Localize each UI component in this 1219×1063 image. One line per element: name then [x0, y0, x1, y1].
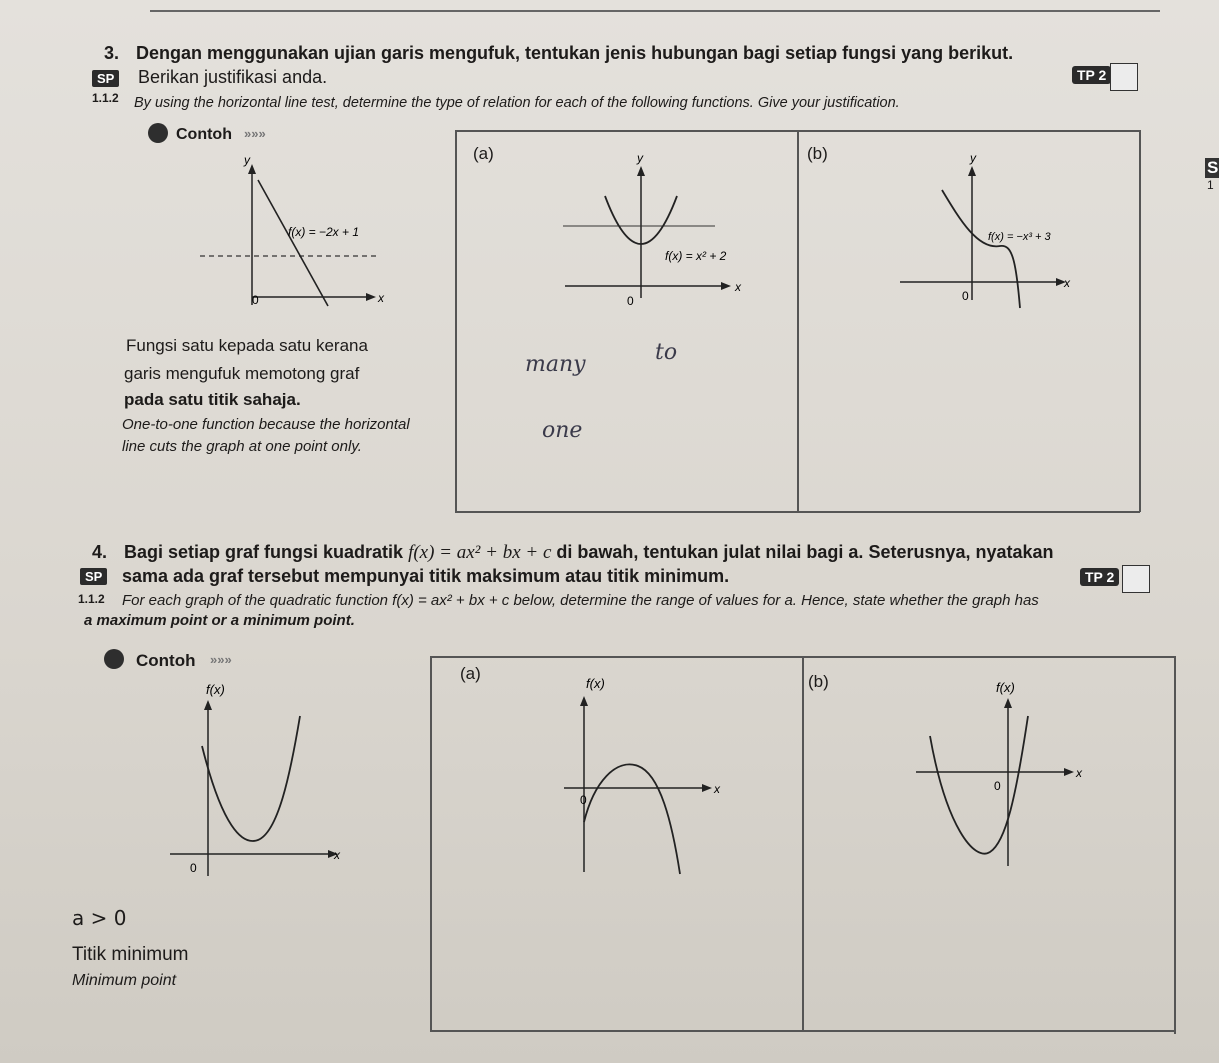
q3-example-graph: [180, 150, 480, 330]
q4-text-ms-line1: [124, 542, 1054, 564]
q4-ex-answer-ms: Titik minimum: [72, 944, 189, 965]
q3-tp-checkbox[interactable]: [1110, 63, 1138, 91]
q3-ex-x-label: x: [378, 291, 384, 305]
q3-part-b-label: (b): [807, 144, 828, 163]
q3-a-y-label: y: [637, 151, 643, 165]
q4-text-en-2: a maximum point or a minimum point.: [84, 612, 355, 629]
q4-tp-badge: TP 2: [1080, 568, 1119, 586]
q4-ex-answer-en: Minimum point: [72, 972, 177, 989]
q3-part-a-graph: [555, 150, 795, 320]
q3-sp-badge: SP: [92, 70, 119, 87]
q4-panel-bottom: [430, 1030, 1175, 1032]
q4-text-en-1: For each graph of the quadratic function f(x) = ax² + bx + c below, determine the range of values for a. Hence, state whether the graph has: [122, 592, 1039, 609]
q4-text-ms-2: sama ada graf tersebut mempunyai titik maksimum atau titik minimum.: [122, 566, 730, 586]
q3-a-handwriting-1: many: [525, 352, 586, 377]
q4-ex-origin: 0: [190, 861, 197, 875]
q4-b-x-label: x: [1076, 766, 1082, 780]
q4-contoh-label: Contoh: [136, 651, 196, 670]
q3-panel-bottom: [455, 511, 1140, 513]
q4-a-x-label: x: [714, 782, 720, 796]
q4-panel-right: [1174, 656, 1176, 1034]
q3-b-x-label: x: [1064, 276, 1070, 290]
q3-b-y-label: y: [970, 151, 976, 165]
q3-tp-badge: TP 2: [1072, 66, 1111, 84]
q4-contoh-bullet: [104, 649, 124, 669]
side-digit: 1: [1207, 178, 1214, 192]
q3-panel-divider-2: [797, 130, 799, 512]
q4-standard: 1.1.2: [78, 592, 105, 606]
q4-part-a-label: (a): [460, 664, 481, 683]
q3-a-handwriting-2: to: [655, 340, 678, 365]
q4-sp-badge: SP: [80, 568, 107, 585]
q3-ex-answer-ms-3: pada satu titik sahaja.: [124, 390, 301, 409]
q3-ex-y-label: y: [244, 153, 250, 167]
q3-ex-func: f(x) = −2x + 1: [288, 225, 360, 239]
q3-text-ms-2: Berikan justifikasi anda.: [138, 67, 328, 87]
q4-number: 4.: [92, 542, 108, 562]
q4-formula: f(x) = ax² + bx + c: [408, 542, 552, 563]
top-rule: [150, 10, 1160, 12]
q3-a-origin: 0: [627, 294, 634, 308]
q3-part-a-label: (a): [473, 144, 494, 163]
q4-text-ms-1a: Bagi setiap graf fungsi kuadratik: [124, 542, 409, 562]
side-letter: S: [1207, 158, 1219, 177]
q3-a-func: f(x) = x² + 2: [665, 249, 727, 263]
q4-text-ms-1b: di bawah, tentukan julat nilai bagi a. Seterusnya, nyatakan: [551, 542, 1054, 562]
q4-part-b-label: (b): [808, 672, 829, 691]
q3-a-handwriting-3: one: [542, 418, 583, 443]
q4-example-graph: [160, 676, 420, 896]
q3-contoh-label: Contoh: [176, 126, 232, 143]
q4-b-y-label: f(x): [996, 680, 1015, 695]
q4-part-b-graph: [900, 676, 1140, 896]
q3-a-x-label: x: [735, 280, 741, 294]
q3-b-func: f(x) = −x³ + 3: [988, 231, 1051, 243]
q4-a-origin: 0: [580, 793, 587, 807]
q4-a-y-label: f(x): [586, 676, 605, 691]
q4-ex-y-label: f(x): [206, 682, 225, 697]
q3-part-b-graph: [900, 150, 1140, 320]
contoh-bullet: [148, 123, 168, 143]
q3-text-en: By using the horizontal line test, determine the type of relation for each of the following functions. Give your justification.: [134, 95, 900, 111]
q3-contoh-arrows: »»»: [244, 126, 266, 141]
q3-number: 3.: [104, 43, 120, 63]
q3-b-origin: 0: [962, 289, 969, 303]
q3-ex-origin: 0: [252, 293, 259, 307]
q4-part-a-graph: [560, 672, 760, 892]
q3-text-ms-1: Dengan menggunakan ujian garis mengufuk, tentukan jenis hubungan bagi setiap fungsi yang berikut.: [136, 43, 1014, 63]
q3-ex-answer-ms-1: Fungsi satu kepada satu kerana: [126, 336, 368, 355]
q4-panel-divider-2: [802, 656, 804, 1031]
q3-ex-answer-en-1: One-to-one function because the horizontal: [122, 416, 410, 433]
q4-b-origin: 0: [994, 779, 1001, 793]
q3-standard: 1.1.2: [92, 91, 119, 105]
q4-ex-x-label: x: [334, 848, 340, 862]
q4-contoh-arrows: »»»: [210, 652, 232, 667]
q4-ex-condition: a > 0: [72, 906, 127, 930]
q3-ex-answer-en-2: line cuts the graph at one point only.: [122, 438, 362, 455]
q4-panel-divider-1: [430, 656, 432, 1031]
q3-ex-answer-ms-2: garis mengufuk memotong graf: [124, 364, 360, 383]
q4-tp-checkbox[interactable]: [1122, 565, 1150, 593]
